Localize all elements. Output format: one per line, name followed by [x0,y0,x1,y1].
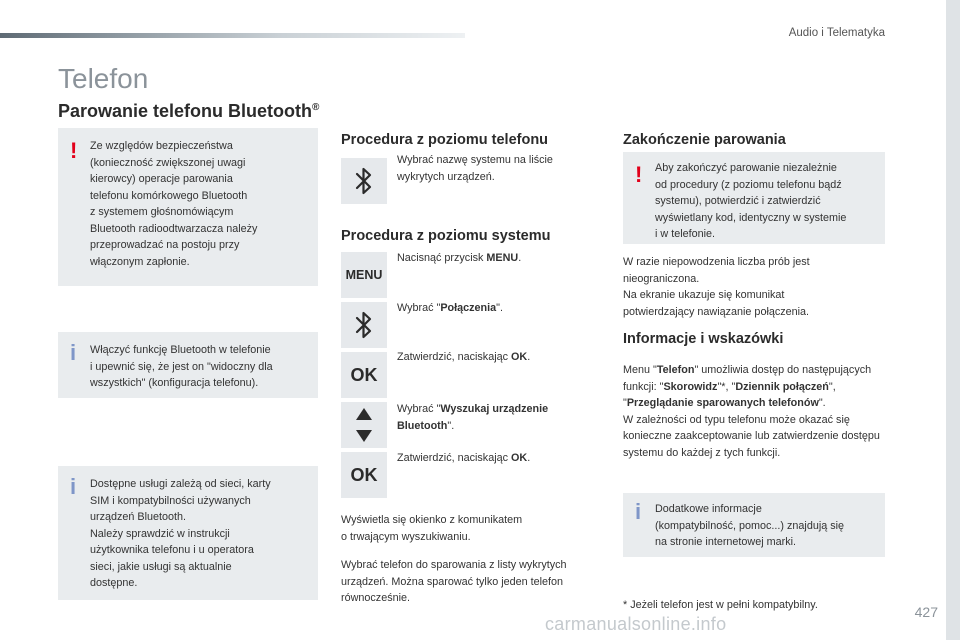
page-number: 427 [914,604,938,620]
warning-icon: ! [635,162,643,187]
ok-button-label: OK [350,364,378,385]
services-info-text: Dostępne usługi zależą od sieci, karty SIM i kompatybilności używanych urządzeń Bluetooth. Należy sprawdzić w instrukcji użytkownika telefonu i u operatora sieci, jakie usługi są aktualnie dostępne. [90,478,271,589]
more-info-text: Dodatkowe informacje (kompatybilność, pomoc...) znajdują się na stronie internetowej marki. [655,503,845,548]
code-warning-text: Aby zakończyć parowanie niezależnie od procedury (z poziomu telefonu bądź systemu), potwierdzić i zatwierdzić wyświetlany kod, identyczny w systemie i w telefonie. [655,162,847,240]
watermark: carmanualsonline.info [545,614,727,634]
system-step-3: Zatwierdzić, naciskając OK. [397,351,531,363]
heading-info-tips: Informacje i wskazówki [623,331,784,347]
system-step-2: Wybrać "Połączenia". [397,302,503,314]
info-icon: i [635,499,642,524]
info-icon: i [70,474,77,499]
safety-warning-text: Ze względów bezpieczeństwa (konieczność zwiększonej uwagi kierowcy) operacje parowania telefonu komórkowego Bluetooth z systemem głośnomówiącym Bluetooth radioodtwarzacza należy przeprowadzać na postoju przy włączonym zapłonie. [90,140,258,268]
footnote: * Jeżeli telefon jest w pełni kompatybilny. [623,599,818,611]
bluetooth-info-text: Włączyć funkcję Bluetooth w telefonie i upewnić się, że jest on "widoczny dla wszystkich" (konfiguracja telefonu). [90,344,273,389]
retry-paragraph: W razie niepowodzenia liczba prób jest nieograniczona. Na ekranie ukazuje się komunikat potwierdzający nawiązanie połączenia. [623,256,810,318]
menu-button-tile [341,252,387,298]
header-gradient-bar [0,33,465,38]
ok-button-label: OK [350,464,378,485]
safety-warning-box [58,128,318,286]
services-info-box [58,466,318,600]
warning-icon: ! [70,138,78,163]
phone-step-text: Wybrać nazwę systemu na liście wykrytych urządzeń. [397,154,553,183]
code-warning-box [623,152,885,244]
more-info-box [623,493,885,557]
select-phone-paragraph: Wybrać telefon do sparowania z listy wykrytych urządzeń. Można sparować tylko jeden telefon równocześnie. [341,559,567,604]
ok-button-tile [341,452,387,498]
menu-button-label: MENU [345,268,383,282]
system-step-5: Zatwierdzić, naciskając OK. [397,452,531,464]
bluetooth-icon-tile [341,302,387,348]
page-edge-bar [946,0,960,640]
up-down-arrows-icon [354,406,374,444]
registered-mark: ® [312,102,320,113]
heading-system-procedure: Procedura z poziomu systemu [341,228,551,244]
info-icon: i [70,340,77,365]
heading-phone-procedure: Procedura z poziomu telefonu [341,132,549,148]
page-title: Telefon [58,63,149,94]
arrows-tile [341,402,387,448]
bluetooth-icon [354,310,374,340]
bluetooth-icon-tile [341,158,387,204]
ok-button-tile [341,352,387,398]
page-subtitle: Parowanie telefonu Bluetooth® [58,101,320,121]
heading-finish-pairing: Zakończenie parowania [623,132,786,148]
searching-paragraph: Wyświetla się okienko z komunikatem o trwającym wyszukiwaniu. [341,514,523,543]
bluetooth-icon [354,166,374,196]
section-label: Audio i Telematyka [788,27,885,39]
info-paragraph: Menu "Telefon" umożliwia dostęp do następujących funkcji: "Skorowidz"*, "Dziennik połączeń", "Przeglądanie sparowanych telefonów". W zależności od typu telefonu może okazać się konieczne zaakceptowanie lub zatwierdzenie dostępu systemu do każdej z tych funkcji. [623,364,880,459]
system-step-4: Wybrać "Wyszukaj urządzenie Bluetooth". [397,403,549,432]
bluetooth-info-box [58,332,318,398]
system-step-1: Nacisnąć przycisk MENU. [397,252,522,264]
